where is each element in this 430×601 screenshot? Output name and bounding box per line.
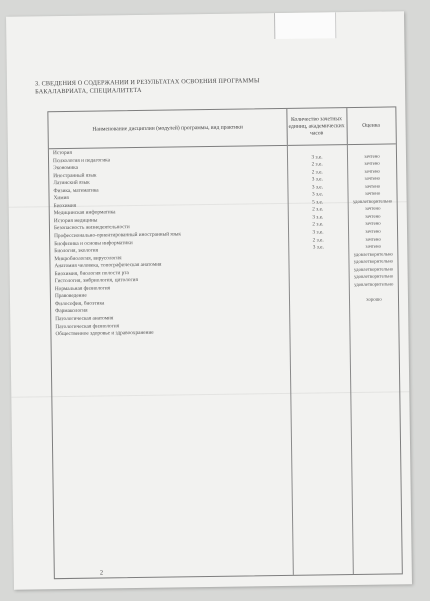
course-name-cell: Биология, экология: [54, 247, 99, 255]
course-name-cell: Биохимия: [53, 202, 77, 209]
grade-cell: удовлетворительно: [353, 267, 394, 273]
credits-cell: [290, 252, 346, 253]
grade-cell: зачтено: [365, 214, 381, 220]
course-name-cell: Медицинская информатика: [53, 209, 116, 217]
credits-cell: 3 з.е.: [312, 244, 324, 251]
grade-cell: зачтено: [364, 154, 380, 160]
credits-cell: 3 з.е.: [311, 176, 323, 183]
grade-cell: [351, 289, 397, 290]
page-clip-strip: [274, 12, 336, 39]
grade-cell: зачтено: [364, 184, 381, 190]
course-name-cell: Нормальная физиология: [54, 285, 111, 292]
course-name-cell: Иностранный язык: [53, 172, 97, 179]
grade-cell: удовлетворительно: [353, 259, 394, 266]
grade-cell: зачтено: [364, 161, 380, 167]
course-name-cell: Анатомия человека, топографическая анатомия: [54, 261, 162, 270]
course-name-cell: История медицины: [53, 217, 98, 225]
course-name-cell: Физика, математика: [53, 187, 99, 194]
credits-cell: 2 з.е.: [312, 221, 324, 229]
course-name-cell: Фармакология: [55, 308, 88, 315]
course-name-cell: Правоведение: [54, 293, 87, 300]
grade-cell: зачтено: [365, 244, 382, 250]
course-name-cell: История: [52, 149, 72, 157]
grade-header: Оценка: [362, 122, 380, 129]
course-name-cell: Микробиология, вирусология: [54, 254, 122, 262]
grade-cell: удовлетворительно: [354, 274, 394, 281]
grade-cell: хорошо: [366, 297, 382, 303]
credits-cell: [291, 282, 347, 283]
grade-cell: [351, 304, 397, 305]
grade-cell: зачтено: [365, 237, 381, 243]
credits-cell: 3 з.е.: [312, 229, 324, 236]
grade-cell: [351, 319, 397, 320]
course-name-cell: Химия: [53, 195, 69, 202]
course-name-header: Наименование дисциплин (модулей) программы, вид практики: [48, 109, 287, 148]
course-name-cell: Биохимия, биология полости рта: [54, 269, 129, 277]
course-name-cell: Патологическая анатомия: [55, 315, 114, 323]
course-name-cell: Психология и педагогика: [52, 156, 111, 164]
credits-cell: [291, 312, 347, 313]
credits-cell: 3 з.е.: [311, 153, 323, 161]
course-name-cell: Философия, биоэтика: [54, 300, 105, 308]
course-name-cell: Экономика: [53, 164, 79, 172]
grade-cell: зачтено: [364, 176, 381, 183]
course-name-cell: Гистология, эмбриология, цитология: [54, 277, 138, 285]
credits-cell: 3 з.е.: [311, 191, 324, 198]
grade-cell: зачтено: [364, 206, 381, 213]
grade-cell: удовлетворительно: [353, 252, 393, 258]
grade-cell: зачтено: [365, 222, 381, 228]
grade-cell: [351, 326, 397, 327]
credits-cell: [291, 320, 347, 321]
credits-cell: [291, 305, 347, 306]
section-title: 3. СВЕДЕНИЯ О СОДЕРЖАНИИ И РЕЗУЛЬТАТАХ ОСВОЕНИЯ ПРОГРАММЫ БАКАЛАВРИАТА, СПЕЦИАЛИТЕТА: [34, 77, 260, 96]
course-name-cell: Безопасность жизнедеятельности: [53, 224, 130, 232]
credits-cell: [289, 146, 345, 147]
grade-cell: удовлетворительно: [353, 199, 393, 205]
grade-cell: [349, 145, 395, 146]
course-name-cell: Биофизика и основы информатики: [54, 239, 133, 247]
credits-cell: [291, 327, 347, 328]
course-name-cell: Профессионально-ориентированный иностранный язык: [54, 231, 182, 240]
grade-cell: удовлетворительно: [354, 282, 394, 288]
document-page: [6, 11, 412, 590]
credits-cell: 3 з.е.: [311, 184, 324, 191]
credits-header: Количество зачетных единиц, академических часов: [286, 108, 347, 145]
courses-table: [47, 106, 403, 579]
credits-cell: 2 з.е.: [312, 236, 324, 244]
credits-cell: 2 з.е.: [311, 161, 323, 168]
credits-cell: 3 з.е.: [312, 214, 324, 221]
grade-cell: [351, 311, 397, 312]
page-number: 2: [99, 569, 104, 577]
course-name-cell: Общественное здоровье и здравоохранение: [55, 329, 154, 338]
table-header: [48, 107, 395, 149]
table-body: [49, 145, 399, 338]
grade-cell: зачтено: [364, 191, 381, 198]
course-name-cell: Патологическая физиология: [55, 322, 120, 330]
credits-cell: [291, 297, 347, 298]
credits-cell: [291, 274, 347, 275]
credits-cell: 5 з.е.: [312, 199, 324, 206]
credits-cell: 2 з.е.: [311, 169, 323, 176]
grade-cell: зачтено: [365, 229, 381, 235]
grade-cell: зачтено: [364, 169, 380, 175]
course-name-cell: Латинский язык: [53, 179, 90, 187]
credits-cell: [291, 267, 347, 268]
credits-cell: 2 з.е.: [312, 206, 324, 213]
credits-cell: [291, 289, 347, 290]
credits-cell: [290, 259, 346, 260]
